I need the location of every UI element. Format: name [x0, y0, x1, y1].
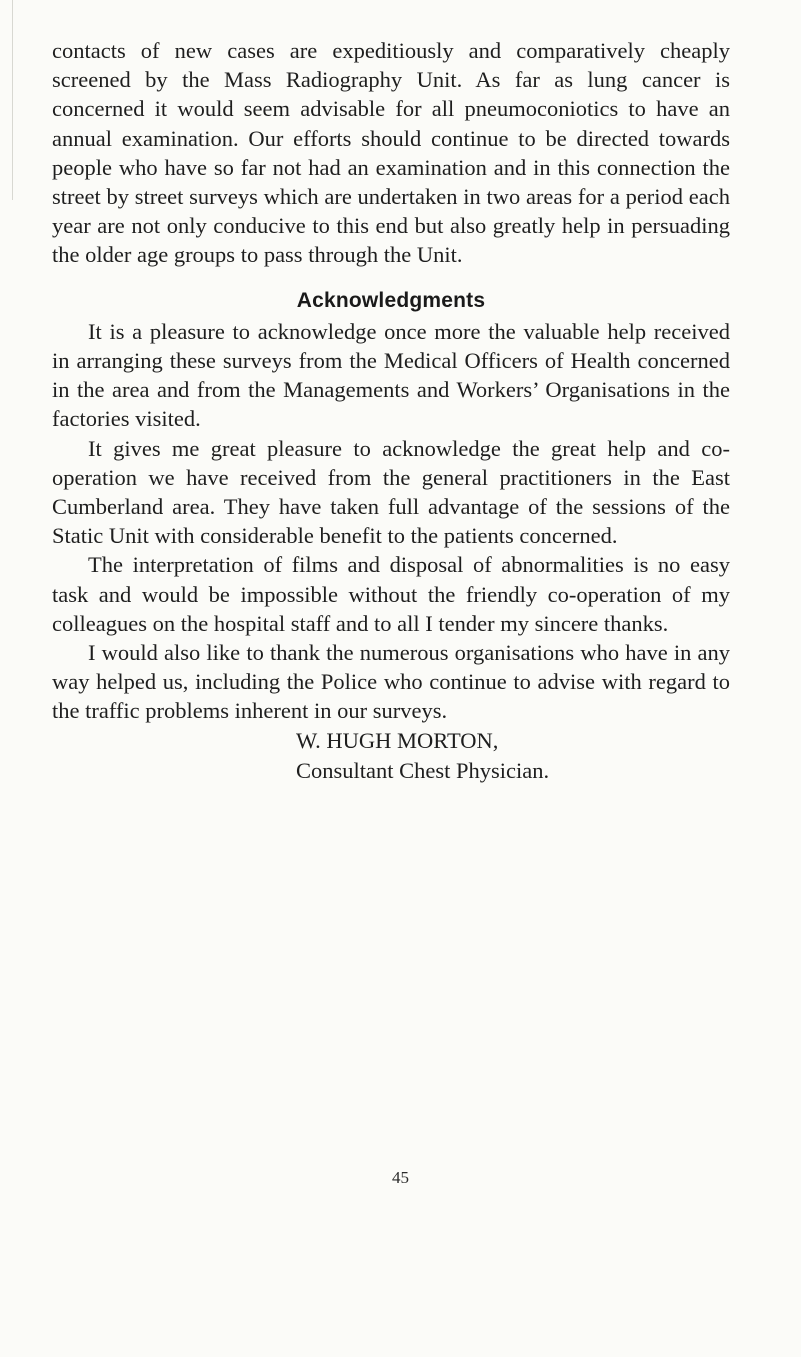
signature-name: W. HUGH MORTON, — [296, 727, 499, 753]
paragraph-3: The interpretation of films and disposal of abnormalities is no easy task and would be impossible without the friendly co-operation of my colleagues on the hospital staff and to all I tender my sincere thanks. — [52, 552, 730, 636]
paragraph-2: It gives me great pleasure to acknowledge the great help and co-operation we have received from the general practitioners in the East Cumberland area. They have taken full advantage of the sessions of the Static Unit with considerable benefit to the patients concerned. — [52, 435, 730, 549]
section-heading: Acknowledgments — [296, 288, 486, 312]
signature-title: Consultant Chest Physician. — [296, 757, 550, 783]
paragraph-1: It is a pleasure to acknowledge once more the valuable help received in arranging these surveys from the Medical Officers of Health concerned in the area and from the Managements and Workers’ Organisations in the factories visited. — [52, 318, 730, 432]
signature-block — [296, 726, 730, 785]
intro-paragraph: contacts of new cases are expeditiously and comparatively cheaply screened by the Mass Radiography Unit. As far as lung cancer is concerned it would seem advisable for all pneumoconiotics to have an annual examination. Our efforts should continue to be directed towards people who have so far not had an examination and in this connection the street by street surveys which are undertaken in two areas for a period each year are not only conducive to this end but also greatly help in persuading the older age groups to pass through the Unit. — [52, 38, 730, 268]
paragraph-4: I would also like to thank the numerous organisations who have in any way helped us, including the Police who continue to advise with regard to the traffic problems inherent in our surveys. — [52, 640, 730, 724]
page-edge-line — [12, 0, 13, 200]
document-body — [52, 36, 730, 785]
page-number: 45 — [392, 1168, 409, 1187]
